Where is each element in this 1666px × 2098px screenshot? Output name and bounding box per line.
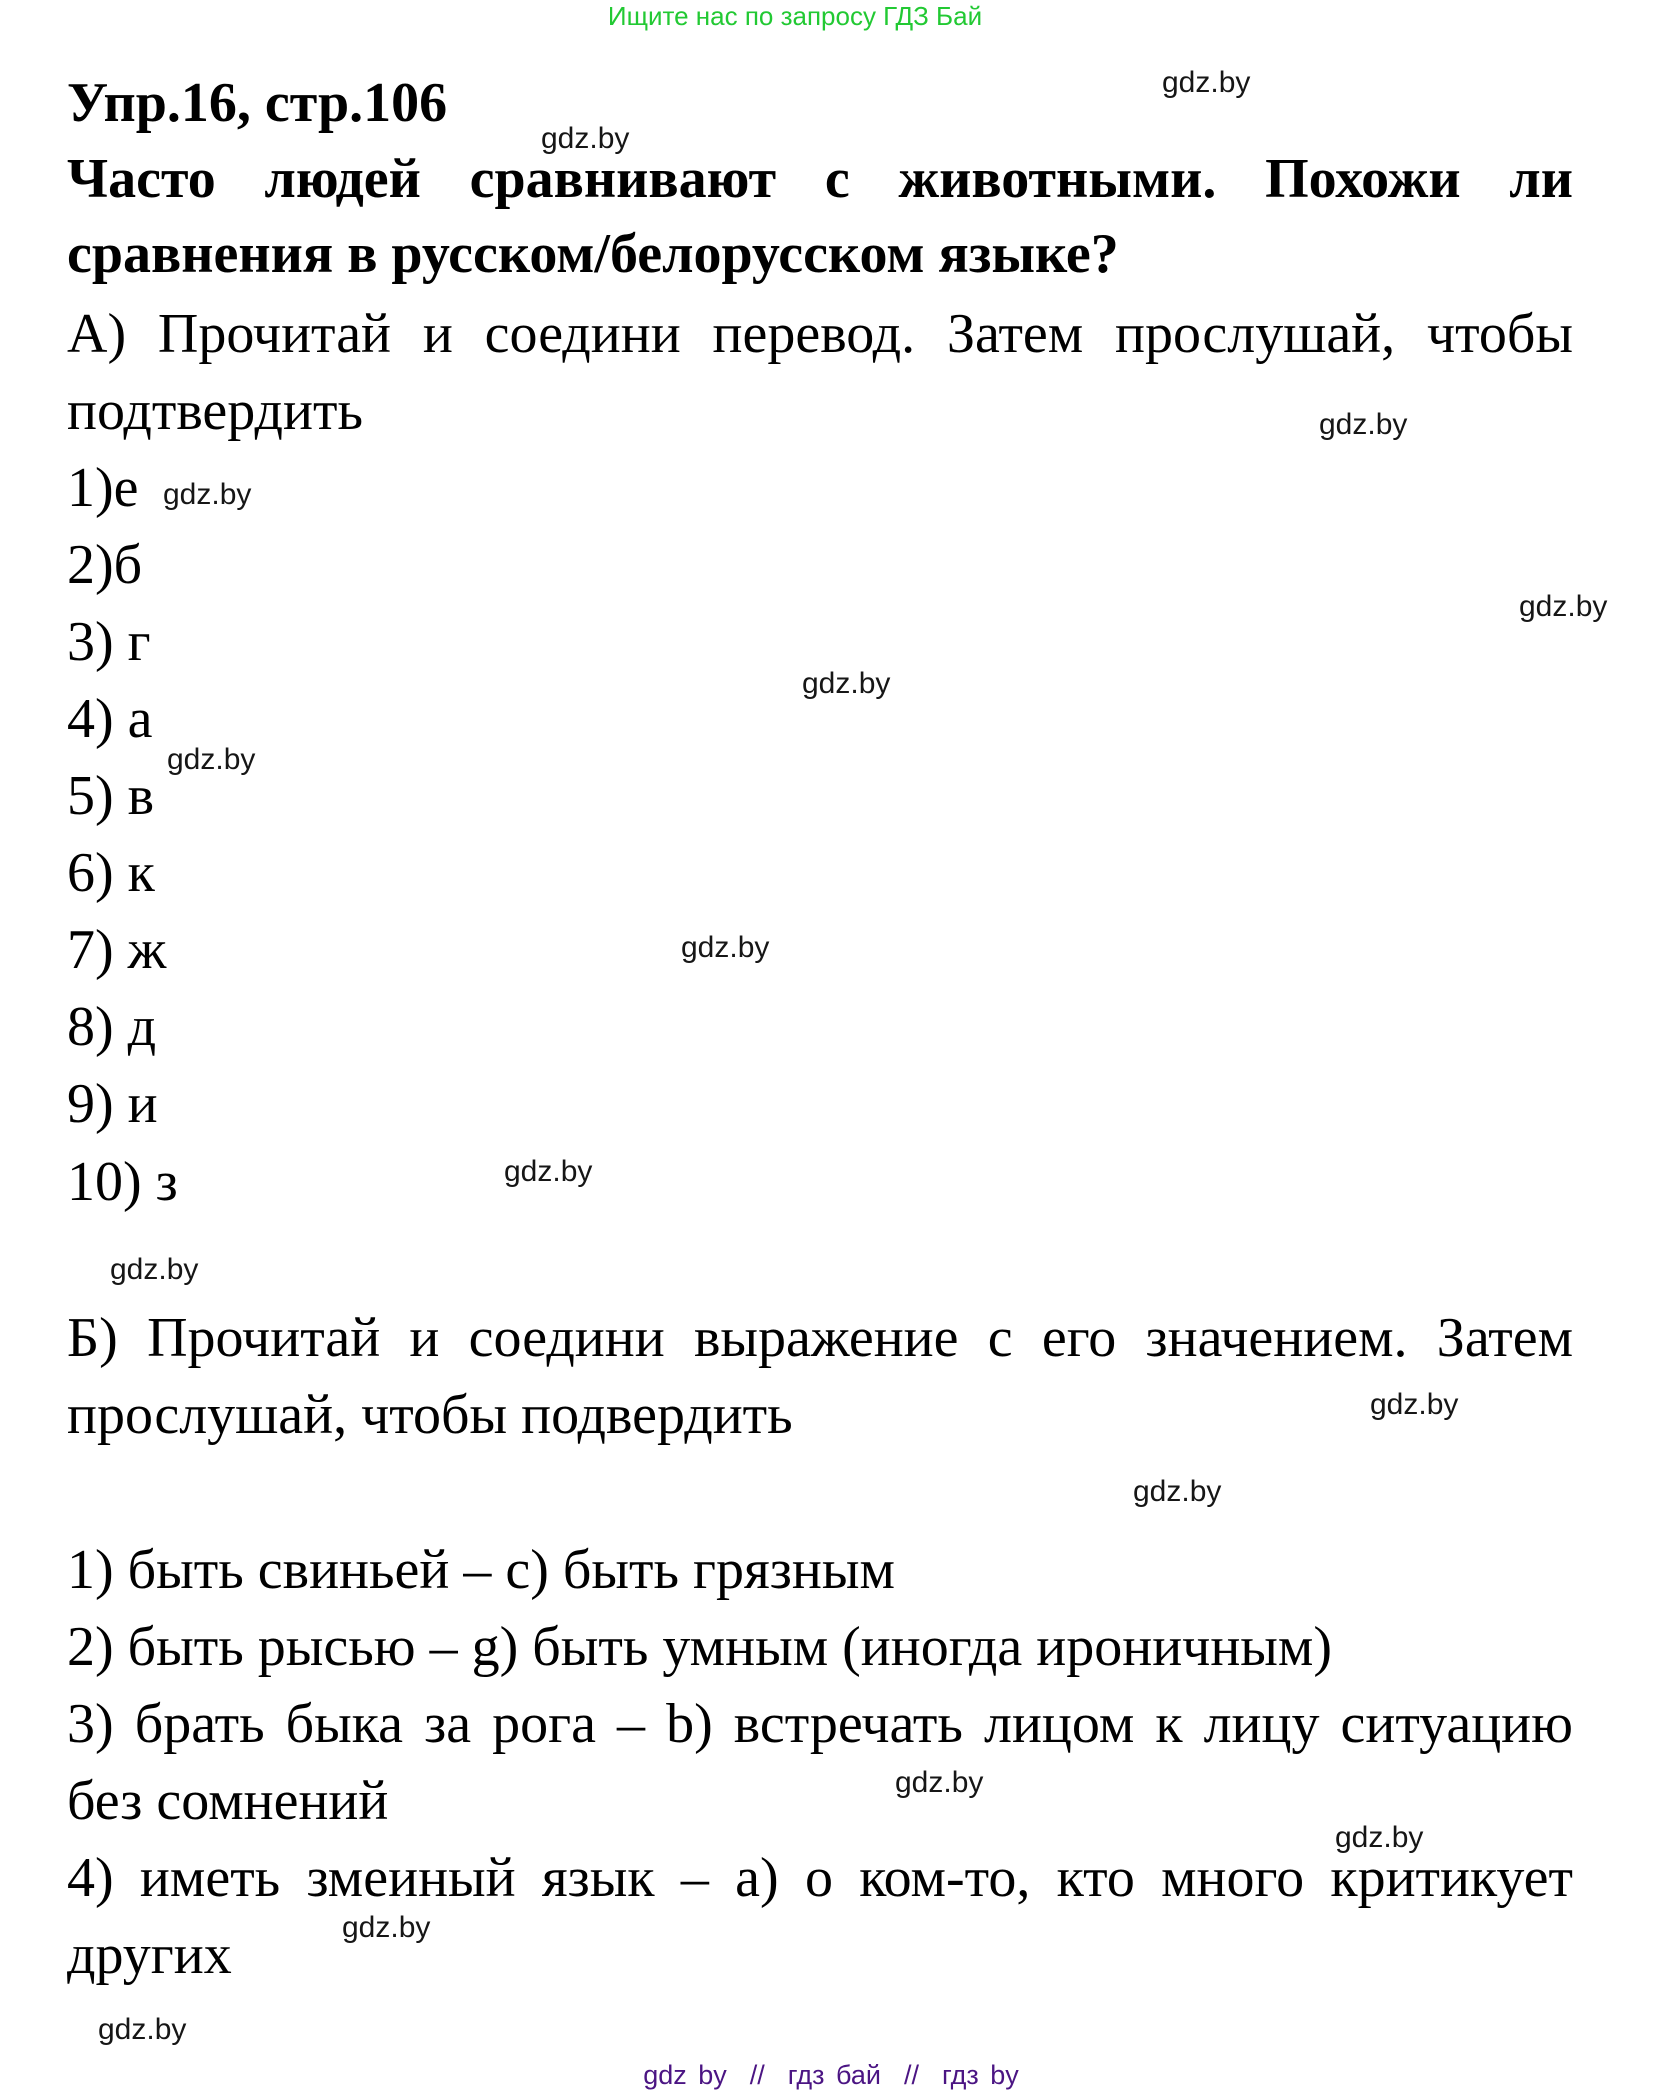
watermark: gdz.by	[504, 1155, 593, 1188]
watermark: gdz.by	[167, 743, 256, 776]
answer-a-4: 4) а	[67, 688, 153, 750]
watermark: gdz.by	[802, 667, 891, 700]
watermark: gdz.by	[163, 478, 252, 511]
answer-a-5: 5) в	[67, 765, 155, 827]
answer-b-2: 2) быть рысью – g) быть умным (иногда ироничным)	[67, 1616, 1333, 1678]
answer-b-4: 4) иметь змеиный язык – a) о ком-то, кто много критикует	[67, 1847, 1573, 1909]
answer-b-3-continued: без сомнений	[67, 1770, 389, 1832]
watermark: gdz.by	[895, 1766, 984, 1799]
watermark: gdz.by	[1370, 1388, 1459, 1421]
page-title: Упр.16, стр.106	[67, 72, 448, 134]
watermark: gdz.by	[342, 1911, 431, 1944]
watermark: gdz.by	[1162, 66, 1251, 99]
section-b-instruction-line-2: прослушай, чтобы подвердить	[67, 1384, 793, 1446]
answer-a-9: 9) и	[67, 1073, 158, 1135]
watermark: gdz.by	[681, 931, 770, 964]
answer-a-7: 7) ж	[67, 919, 167, 981]
section-b-instruction-line-1: Б) Прочитай и соедини выражение с его значением. Затем	[67, 1307, 1573, 1369]
watermark: gdz.by	[1335, 1821, 1424, 1854]
question-line-2: сравнения в русском/белорусском языке?	[67, 223, 1119, 285]
watermark: gdz.by	[541, 122, 630, 155]
footer-links: gdz by // гдз бай // гдз by	[643, 2060, 1019, 2090]
watermark: gdz.by	[98, 2013, 187, 2046]
answer-b-3: 3) брать быка за рога – b) встречать лицом к лицу ситуацию	[67, 1693, 1573, 1755]
watermark: gdz.by	[1133, 1475, 1222, 1508]
search-banner: Ищите нас по запросу ГДЗ Бай	[607, 1, 983, 31]
section-a-instruction-line-2: подтвердить	[67, 380, 364, 442]
answer-b-1: 1) быть свиньей – c) быть грязным	[67, 1539, 895, 1601]
answer-a-2: 2)б	[67, 534, 143, 596]
watermark: gdz.by	[110, 1253, 199, 1286]
section-a-instruction-line-1: А) Прочитай и соедини перевод. Затем прослушай, чтобы	[67, 303, 1573, 365]
answer-a-10: 10) з	[67, 1151, 178, 1213]
watermark: gdz.by	[1519, 590, 1608, 623]
answer-a-8: 8) д	[67, 996, 157, 1058]
answer-a-3: 3) г	[67, 611, 151, 673]
answer-a-1: 1)е	[67, 457, 139, 519]
answer-b-4-continued: других	[67, 1924, 232, 1986]
answer-a-6: 6) к	[67, 842, 155, 904]
watermark: gdz.by	[1319, 408, 1408, 441]
question-line-1: Часто людей сравнивают с животными. Похожи ли	[67, 148, 1573, 210]
